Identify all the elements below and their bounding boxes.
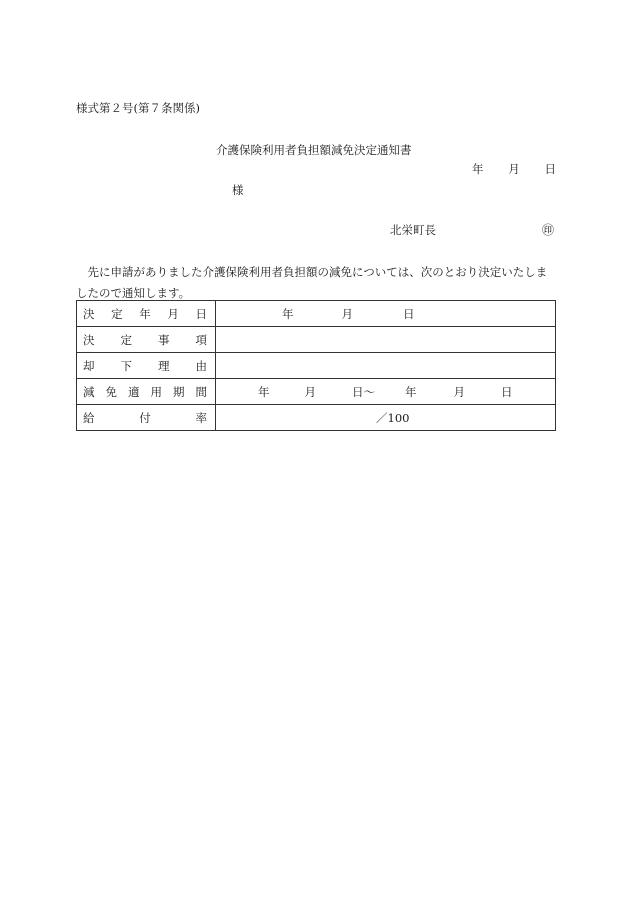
decision-table: [76, 300, 556, 431]
label-char: 減: [83, 384, 95, 399]
value-benefit-rate: [216, 405, 556, 431]
label-char: 付: [139, 410, 151, 425]
day-label: 日～: [352, 384, 375, 399]
table-row: [77, 327, 556, 353]
label-char: 理: [158, 358, 170, 373]
label-char: 定: [120, 332, 132, 347]
year-label: 年: [282, 306, 294, 321]
table-row: [77, 353, 556, 379]
label-char: 年: [139, 306, 151, 321]
month-label: 月: [304, 384, 316, 399]
document-title: 介護保険利用者負担額減免決定通知書: [216, 143, 412, 157]
label-char: 適: [128, 384, 140, 399]
year-label: 年: [472, 162, 484, 176]
notice-body: 先に申請がありました介護保険利用者負担額の減免については、次のとおり決定いたしましたので通知します。: [76, 265, 548, 300]
month-label: 月: [341, 306, 353, 321]
month-label: 月: [508, 162, 520, 176]
label-char: 決: [83, 332, 95, 347]
value-rejection-reason: [216, 353, 556, 379]
day-label: 日: [501, 384, 513, 399]
issue-date: [472, 161, 556, 177]
day-label: 日: [544, 162, 556, 176]
label-char: 間: [195, 384, 207, 399]
label-char: 日: [195, 306, 207, 321]
table-row: [77, 301, 556, 327]
label-char: 項: [195, 332, 207, 347]
label-char: 定: [111, 306, 123, 321]
value-decision-matter: [216, 327, 556, 353]
label-rejection-reason: [77, 353, 216, 379]
issuer-name: 北栄町長: [390, 223, 436, 237]
year-label: 年: [405, 384, 417, 399]
label-decision-date: [77, 301, 216, 327]
seal-icon: ㊞: [542, 223, 555, 237]
label-char: 給: [83, 410, 95, 425]
year-label: 年: [258, 384, 270, 399]
label-char: 用: [150, 384, 162, 399]
value-exemption-period: [216, 379, 556, 405]
label-benefit-rate: [77, 405, 216, 431]
benefit-rate-value: ／100: [376, 410, 410, 425]
form-id: 様式第２号(第７条関係): [76, 101, 200, 115]
addressee-suffix: 様: [232, 183, 244, 197]
label-char: 下: [120, 358, 132, 373]
label-char: 事: [158, 332, 170, 347]
label-char: 免: [105, 384, 117, 399]
table-row: [77, 379, 556, 405]
label-decision-matter: [77, 327, 216, 353]
table-row: [77, 405, 556, 431]
month-label: 月: [453, 384, 465, 399]
label-char: 月: [167, 306, 179, 321]
label-char: 由: [195, 358, 207, 373]
label-char: 期: [173, 384, 185, 399]
value-decision-date: [216, 301, 556, 327]
label-char: 決: [83, 306, 95, 321]
label-char: 却: [83, 358, 95, 373]
label-exemption-period: [77, 379, 216, 405]
day-label: 日: [403, 306, 415, 321]
label-char: 率: [195, 410, 207, 425]
